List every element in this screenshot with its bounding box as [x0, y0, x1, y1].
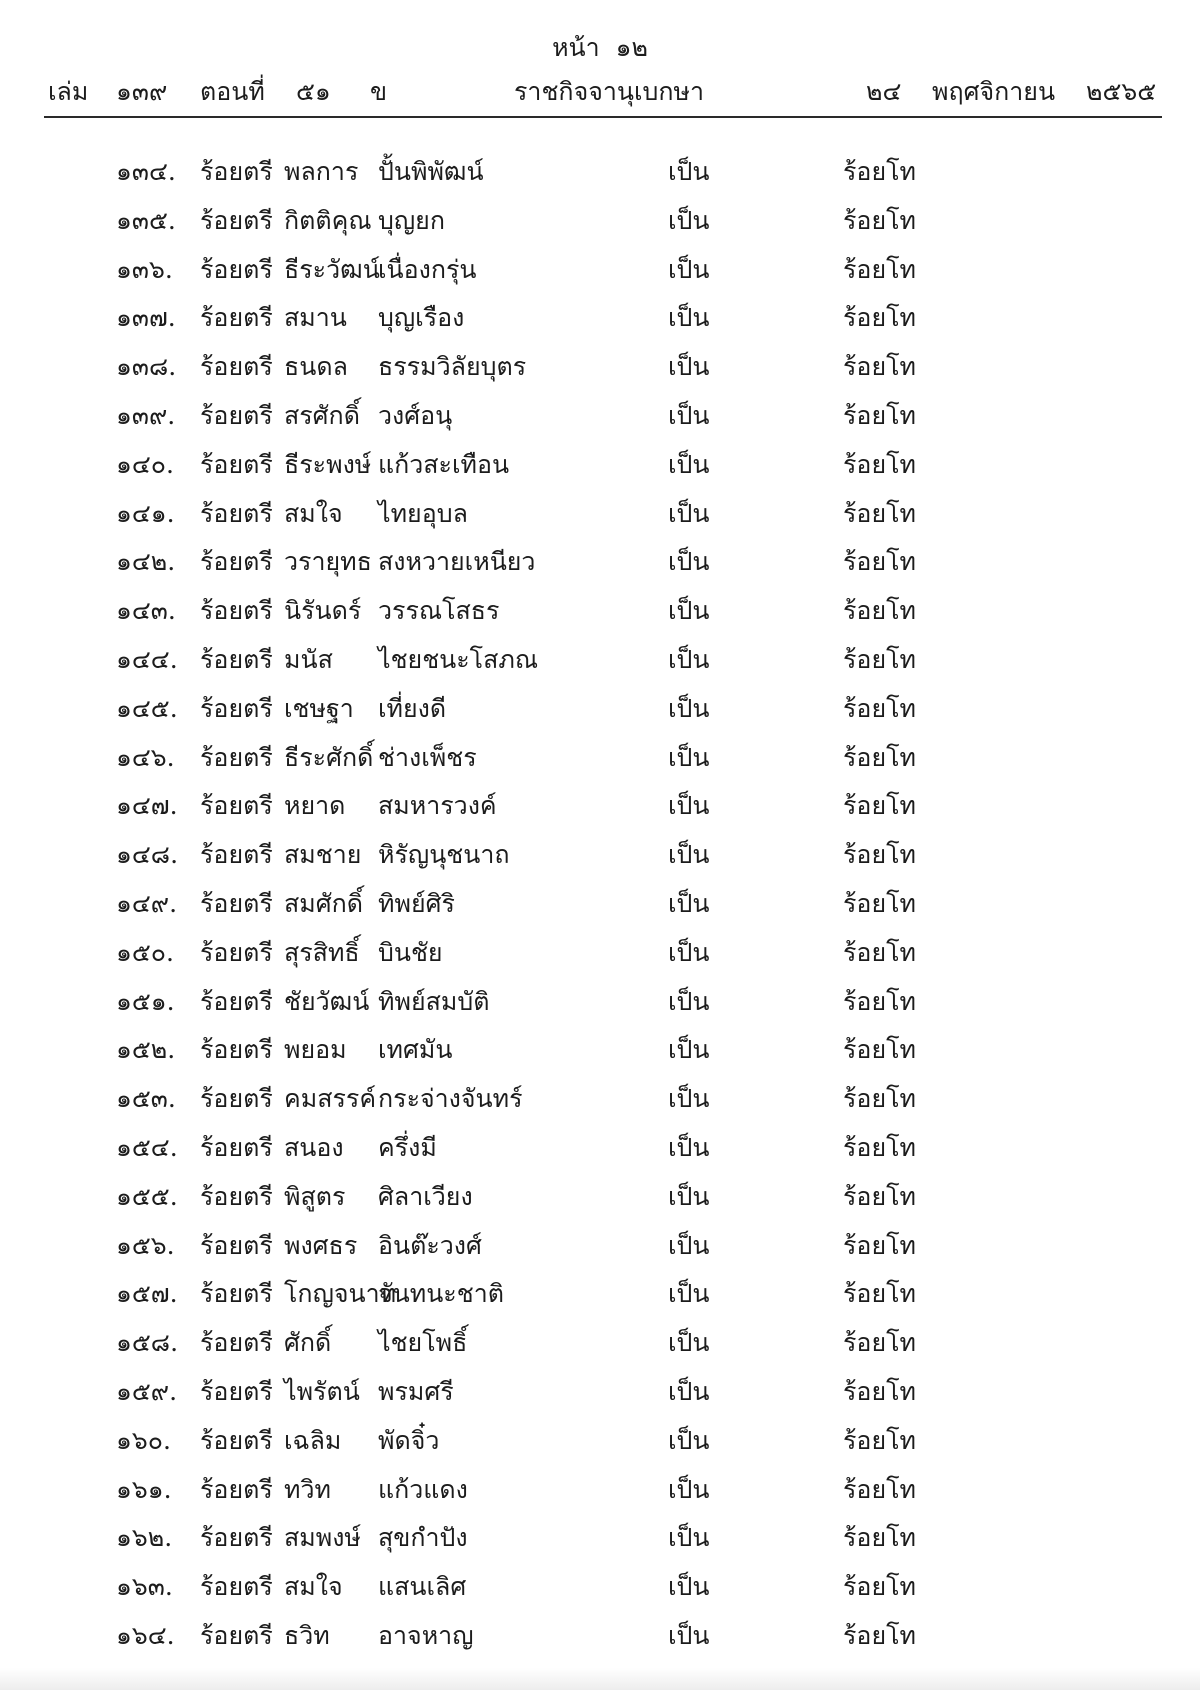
new-rank: ร้อยโท	[843, 1523, 916, 1553]
last-name: หิรัญนุชนาถ	[378, 840, 510, 870]
current-rank: ร้อยตรี	[200, 596, 273, 626]
current-rank: ร้อยตรี	[200, 840, 273, 870]
first-name: มนัส	[284, 645, 333, 674]
new-rank: ร้อยโท	[843, 1133, 916, 1162]
entry-number: ๑๔๑.	[116, 498, 175, 528]
new-rank: ร้อยโท	[843, 1474, 916, 1504]
entry-number: ๑๓๔.	[116, 157, 176, 186]
list-item	[0, 1173, 1200, 1221]
list-item	[0, 197, 1200, 245]
last-name: ศิลาเวียง	[378, 1181, 473, 1211]
last-name: ไทยอุบล	[378, 498, 468, 528]
first-name: สมพงษ์	[284, 1523, 361, 1553]
current-rank: ร้อยตรี	[200, 547, 273, 577]
first-name: เชษฐา	[284, 693, 354, 723]
first-name: พงศธร	[284, 1230, 358, 1260]
last-name: กระจ่างจันทร์	[378, 1084, 523, 1114]
list-item	[0, 1270, 1200, 1318]
last-name: ครึ่งมี	[378, 1133, 437, 1162]
first-name: พยอม	[284, 1035, 347, 1065]
promotion-word: เป็น	[668, 498, 710, 528]
last-name: พัดจิ๋ว	[378, 1425, 440, 1455]
entry-number: ๑๔๘.	[116, 840, 179, 870]
list-item	[0, 148, 1200, 196]
current-rank: ร้อยตรี	[200, 1523, 273, 1553]
first-name: เฉลิม	[284, 1425, 342, 1455]
promotion-word: เป็น	[668, 352, 710, 382]
last-name: ไชยโพธิ์	[378, 1328, 468, 1358]
page-number-line	[0, 30, 1200, 66]
first-name: สมศักดิ์	[284, 889, 363, 918]
first-name: ไพรัตน์	[284, 1377, 360, 1406]
list-item	[0, 1075, 1200, 1123]
entry-number: ๑๓๕.	[116, 205, 176, 235]
scan-bottom-edge	[0, 1668, 1200, 1690]
current-rank: ร้อยตรี	[200, 1572, 273, 1602]
promotion-word: เป็น	[668, 742, 710, 772]
entry-number: ๑๔๙.	[116, 889, 178, 918]
page-label: หน้า	[552, 33, 600, 62]
last-name: ธรรมวิลัยบุตร	[378, 352, 527, 382]
list-item	[0, 636, 1200, 684]
new-rank: ร้อยโท	[843, 352, 916, 382]
section-label: ตอนที่	[200, 77, 265, 106]
entry-number: ๑๕๑.	[116, 986, 175, 1016]
first-name: โกญจนาท	[284, 1279, 397, 1309]
new-rank: ร้อยโท	[843, 986, 916, 1016]
date-day: ๒๔	[866, 77, 902, 106]
last-name: บุญเรือง	[378, 303, 465, 333]
new-rank: ร้อยโท	[843, 1377, 916, 1406]
entry-number: ๑๕๕.	[116, 1181, 178, 1211]
current-rank: ร้อยตรี	[200, 1181, 273, 1211]
entry-number: ๑๕๗.	[116, 1279, 178, 1309]
first-name: ธวิท	[284, 1621, 330, 1650]
entry-number: ๑๓๖.	[116, 254, 173, 284]
last-name: บุญยก	[378, 205, 445, 235]
entry-number: ๑๕๐.	[116, 937, 174, 967]
promotion-word: เป็น	[668, 1377, 710, 1406]
new-rank: ร้อยโท	[843, 1621, 916, 1650]
last-name: ไชยชนะโสภณ	[378, 645, 539, 674]
promotion-word: เป็น	[668, 596, 710, 626]
list-item	[0, 1124, 1200, 1172]
last-name: วรรณโสธร	[378, 596, 500, 626]
current-rank: ร้อยตรี	[200, 742, 273, 772]
current-rank: ร้อยตรี	[200, 645, 273, 674]
current-rank: ร้อยตรี	[200, 1328, 273, 1358]
current-rank: ร้อยตรี	[200, 449, 273, 479]
promotion-word: เป็น	[668, 840, 710, 870]
list-item	[0, 685, 1200, 733]
new-rank: ร้อยโท	[843, 1572, 916, 1602]
list-item	[0, 343, 1200, 391]
first-name: สมชาย	[284, 840, 362, 870]
entry-number: ๑๖๔.	[116, 1621, 175, 1650]
promotion-word: เป็น	[668, 645, 710, 674]
current-rank: ร้อยตรี	[200, 498, 273, 528]
current-rank: ร้อยตรี	[200, 352, 273, 382]
current-rank: ร้อยตรี	[200, 693, 273, 723]
last-name: ทิพย์สมบัติ	[378, 986, 490, 1016]
current-rank: ร้อยตรี	[200, 254, 273, 284]
last-name: แสนเลิศ	[378, 1572, 467, 1602]
entry-number: ๑๓๙.	[116, 401, 176, 430]
list-item	[0, 1466, 1200, 1514]
list-item	[0, 538, 1200, 586]
list-item	[0, 1612, 1200, 1660]
current-rank: ร้อยตรี	[200, 1279, 273, 1309]
promotion-word: เป็น	[668, 1035, 710, 1065]
first-name: ชัยวัฒน์	[284, 986, 370, 1016]
list-item	[0, 392, 1200, 440]
current-rank: ร้อยตรี	[200, 1474, 273, 1504]
current-rank: ร้อยตรี	[200, 1230, 273, 1260]
current-rank: ร้อยตรี	[200, 1133, 273, 1162]
new-rank: ร้อยโท	[843, 1035, 916, 1065]
last-name: แก้วแดง	[378, 1474, 468, 1504]
first-name: พิสูตร	[284, 1181, 346, 1211]
promotion-word: เป็น	[668, 791, 710, 821]
current-rank: ร้อยตรี	[200, 157, 273, 186]
new-rank: ร้อยโท	[843, 645, 916, 674]
current-rank: ร้อยตรี	[200, 889, 273, 918]
list-item	[0, 978, 1200, 1026]
promotion-word: เป็น	[668, 254, 710, 284]
first-name: ธีระพงษ์	[284, 449, 372, 479]
list-item	[0, 1368, 1200, 1416]
new-rank: ร้อยโท	[843, 303, 916, 333]
promotion-word: เป็น	[668, 889, 710, 918]
promotion-word: เป็น	[668, 1621, 710, 1650]
current-rank: ร้อยตรี	[200, 401, 273, 430]
entry-number: ๑๕๒.	[116, 1035, 176, 1065]
current-rank: ร้อยตรี	[200, 1035, 273, 1065]
current-rank: ร้อยตรี	[200, 1377, 273, 1406]
last-name: เทศมัน	[378, 1035, 453, 1065]
new-rank: ร้อยโท	[843, 401, 916, 430]
promotion-word: เป็น	[668, 449, 710, 479]
entry-number: ๑๖๐.	[116, 1425, 171, 1455]
list-item	[0, 831, 1200, 879]
last-name: เนื่องกรุ่น	[378, 254, 477, 284]
first-name: กิตติคุณ	[284, 205, 372, 235]
first-name: ศักดิ์	[284, 1328, 332, 1358]
first-name: สุรสิทธิ์	[284, 937, 360, 967]
first-name: คมสรรค์	[284, 1084, 377, 1114]
new-rank: ร้อยโท	[843, 596, 916, 626]
list-item	[0, 929, 1200, 977]
list-item	[0, 1417, 1200, 1465]
promotion-word: เป็น	[668, 986, 710, 1016]
promotion-word: เป็น	[668, 1474, 710, 1504]
current-rank: ร้อยตรี	[200, 791, 273, 821]
entry-number: ๑๔๗.	[116, 791, 178, 821]
list-item	[0, 782, 1200, 830]
entry-number: ๑๕๓.	[116, 1084, 176, 1114]
new-rank: ร้อยโท	[843, 791, 916, 821]
new-rank: ร้อยโท	[843, 1230, 916, 1260]
last-name: สงหวายเหนียว	[378, 547, 536, 577]
entry-number: ๑๔๔.	[116, 645, 178, 674]
new-rank: ร้อยโท	[843, 1425, 916, 1455]
volume-label: เล่ม	[48, 77, 89, 106]
page-number: ๑๒	[615, 33, 648, 62]
entry-number: ๑๔๖.	[116, 742, 175, 772]
last-name: พรมศรี	[378, 1377, 454, 1406]
promotion-word: เป็น	[668, 401, 710, 430]
first-name: สมใจ	[284, 1572, 343, 1602]
last-name: อาจหาญ	[378, 1621, 474, 1650]
list-item	[0, 1563, 1200, 1611]
list-item	[0, 246, 1200, 294]
entry-number: ๑๔๓.	[116, 596, 176, 626]
new-rank: ร้อยโท	[843, 547, 916, 577]
promotion-word: เป็น	[668, 1181, 710, 1211]
date-month: พฤศจิกายน	[932, 77, 1056, 106]
volume-number: ๑๓๙	[116, 77, 168, 106]
entry-number: ๑๕๙.	[116, 1377, 178, 1406]
list-item	[0, 1319, 1200, 1367]
gazette-title: ราชกิจจานุเบกษา	[514, 77, 705, 106]
entry-number: ๑๔๐.	[116, 449, 174, 479]
new-rank: ร้อยโท	[843, 1181, 916, 1211]
new-rank: ร้อยโท	[843, 449, 916, 479]
new-rank: ร้อยโท	[843, 742, 916, 772]
promotion-word: เป็น	[668, 547, 710, 577]
promotion-word: เป็น	[668, 1084, 710, 1114]
list-item	[0, 734, 1200, 782]
promotion-word: เป็น	[668, 1328, 710, 1358]
list-item	[0, 294, 1200, 342]
current-rank: ร้อยตรี	[200, 986, 273, 1016]
entry-number: ๑๓๗.	[116, 303, 176, 333]
entry-number: ๑๖๑.	[116, 1474, 172, 1504]
first-name: ธีระศักดิ์	[284, 742, 374, 772]
list-item	[0, 1026, 1200, 1074]
new-rank: ร้อยโท	[843, 693, 916, 723]
current-rank: ร้อยตรี	[200, 937, 273, 967]
list-item	[0, 587, 1200, 635]
section-suffix: ข	[370, 77, 388, 106]
entry-number: ๑๔๕.	[116, 693, 178, 723]
last-name: ปั้นพิพัฒน์	[378, 157, 484, 186]
last-name: จันทนะชาติ	[378, 1279, 504, 1309]
first-name: สรศักดิ์	[284, 401, 360, 430]
promotion-word: เป็น	[668, 1230, 710, 1260]
first-name: สมาน	[284, 303, 347, 333]
current-rank: ร้อยตรี	[200, 1621, 273, 1650]
current-rank: ร้อยตรี	[200, 205, 273, 235]
first-name: หยาด	[284, 791, 346, 821]
last-name: เที่ยงดี	[378, 693, 447, 723]
first-name: สนอง	[284, 1133, 344, 1162]
new-rank: ร้อยโท	[843, 205, 916, 235]
first-name: ทวิท	[284, 1474, 331, 1504]
first-name: สมใจ	[284, 498, 343, 528]
entry-number: ๑๕๖.	[116, 1230, 175, 1260]
list-item	[0, 1514, 1200, 1562]
entry-number: ๑๖๓.	[116, 1572, 173, 1602]
list-item	[0, 1222, 1200, 1270]
promotion-word: เป็น	[668, 1133, 710, 1162]
entry-number: ๑๓๘.	[116, 352, 177, 382]
last-name: บินชัย	[378, 937, 443, 967]
list-item	[0, 441, 1200, 489]
promotion-word: เป็น	[668, 157, 710, 186]
first-name: ธนดล	[284, 352, 348, 382]
first-name: นิรันดร์	[284, 596, 362, 626]
section-number: ๕๑	[296, 77, 331, 106]
current-rank: ร้อยตรี	[200, 303, 273, 333]
header-rule	[44, 116, 1162, 118]
new-rank: ร้อยโท	[843, 157, 916, 186]
last-name: ช่างเพ็ชร	[378, 742, 477, 772]
promotion-word: เป็น	[668, 1572, 710, 1602]
last-name: แก้วสะเทือน	[378, 449, 510, 479]
list-item	[0, 490, 1200, 538]
last-name: สมหารวงค์	[378, 791, 497, 821]
new-rank: ร้อยโท	[843, 937, 916, 967]
current-rank: ร้อยตรี	[200, 1425, 273, 1455]
new-rank: ร้อยโท	[843, 1328, 916, 1358]
new-rank: ร้อยโท	[843, 498, 916, 528]
promotion-word: เป็น	[668, 693, 710, 723]
last-name: อินต๊ะวงศ์	[378, 1230, 482, 1260]
date-year: ๒๕๖๕	[1086, 77, 1157, 106]
new-rank: ร้อยโท	[843, 254, 916, 284]
current-rank: ร้อยตรี	[200, 1084, 273, 1114]
promotion-word: เป็น	[668, 205, 710, 235]
list-item	[0, 880, 1200, 928]
first-name: วรายุทธ	[284, 547, 372, 577]
new-rank: ร้อยโท	[843, 840, 916, 870]
entry-number: ๑๔๒.	[116, 547, 176, 577]
promotion-word: เป็น	[668, 1279, 710, 1309]
promotion-word: เป็น	[668, 937, 710, 967]
promotion-word: เป็น	[668, 1425, 710, 1455]
last-name: วงศ์อนุ	[378, 401, 453, 430]
last-name: ทิพย์ศิริ	[378, 889, 455, 918]
new-rank: ร้อยโท	[843, 1279, 916, 1309]
entry-number: ๑๕๔.	[116, 1133, 178, 1162]
new-rank: ร้อยโท	[843, 889, 916, 918]
promotion-word: เป็น	[668, 303, 710, 333]
first-name: พลการ	[284, 157, 359, 186]
entry-number: ๑๖๒.	[116, 1523, 173, 1553]
entry-number: ๑๕๘.	[116, 1328, 179, 1358]
new-rank: ร้อยโท	[843, 1084, 916, 1114]
first-name: ธีระวัฒน์	[284, 254, 380, 284]
promotion-word: เป็น	[668, 1523, 710, 1553]
last-name: สุขกำปัง	[378, 1523, 468, 1553]
